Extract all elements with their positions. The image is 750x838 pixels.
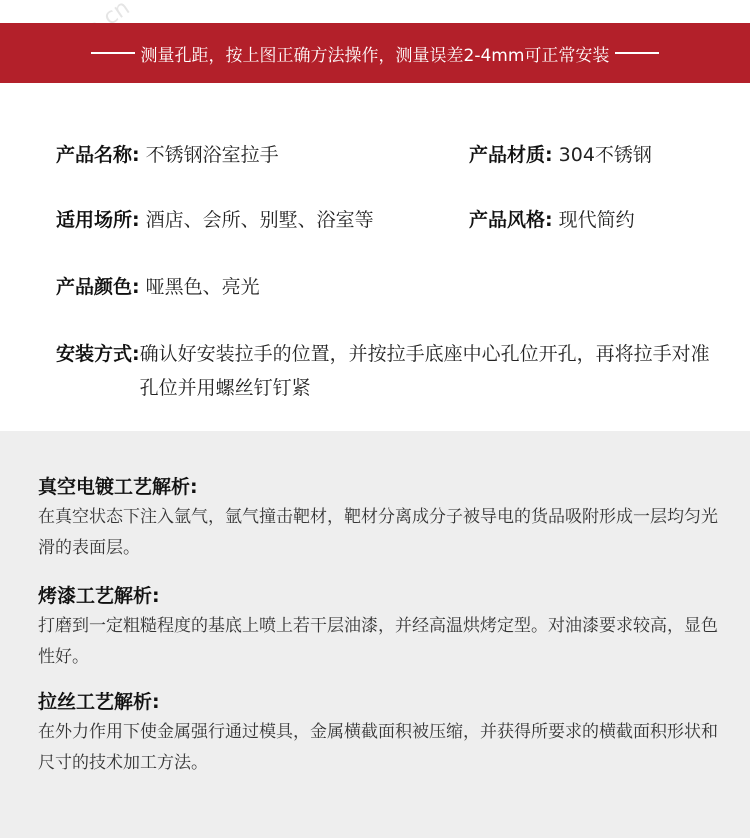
install-tip-banner [0,23,750,83]
process-paint [38,581,718,673]
process-vacuum [38,472,718,564]
spec-usage-value: 酒店、会所、别墅、浴室等 [145,209,374,231]
spec-color-value: 哑黑色、亮光 [145,276,260,298]
process-vacuum-text: 在真空状态下注入氩气，氩气撞击靶材，靶材分离成分子被导电的货品吸附形成一层均匀光滑的表面层。 [38,507,718,558]
spec-install [56,337,726,405]
process-brush-text: 在外力作用下使金属强行通过模具，金属横截面积被压缩，并获得所要求的横截面积形状和尺寸的技术加工方法。 [38,722,718,773]
spec-install-label: 安装方式: [56,343,140,365]
banner-dash-right [615,52,659,54]
spec-name-label: 产品名称: [56,144,140,166]
spec-style-label: 产品风格: [469,209,553,231]
process-paint-title: 烤漆工艺解析: [38,585,160,607]
process-paint-text: 打磨到一定粗糙程度的基底上喷上若干层油漆，并经高温烘烤定型。对油漆要求较高，显色性好。 [38,616,718,667]
process-brush-title: 拉丝工艺解析: [38,691,160,713]
product-specs [0,83,750,431]
spec-material-value: 304不锈钢 [558,144,652,166]
spec-color-label: 产品颜色: [56,276,140,298]
spec-material [469,138,652,172]
spec-usage [56,203,374,237]
spec-material-label: 产品材质: [469,144,553,166]
spec-install-value: 确认好安装拉手的位置，并按拉手底座中心孔位开孔，再将拉手对准孔位并用螺丝钉钉紧 [139,343,710,399]
spec-name [56,138,279,172]
spec-style [469,203,635,237]
banner-dash-left [91,52,135,54]
process-section [0,431,750,838]
spec-color [56,270,260,304]
process-vacuum-title: 真空电镀工艺解析: [38,476,198,498]
banner-text: 测量孔距，按上图正确方法操作，测量误差2-4mm可正常安装 [140,45,610,66]
spec-style-value: 现代简约 [558,209,635,231]
process-brush [38,687,718,779]
spec-usage-label: 适用场所: [56,209,140,231]
spec-name-value: 不锈钢浴室拉手 [145,144,279,166]
